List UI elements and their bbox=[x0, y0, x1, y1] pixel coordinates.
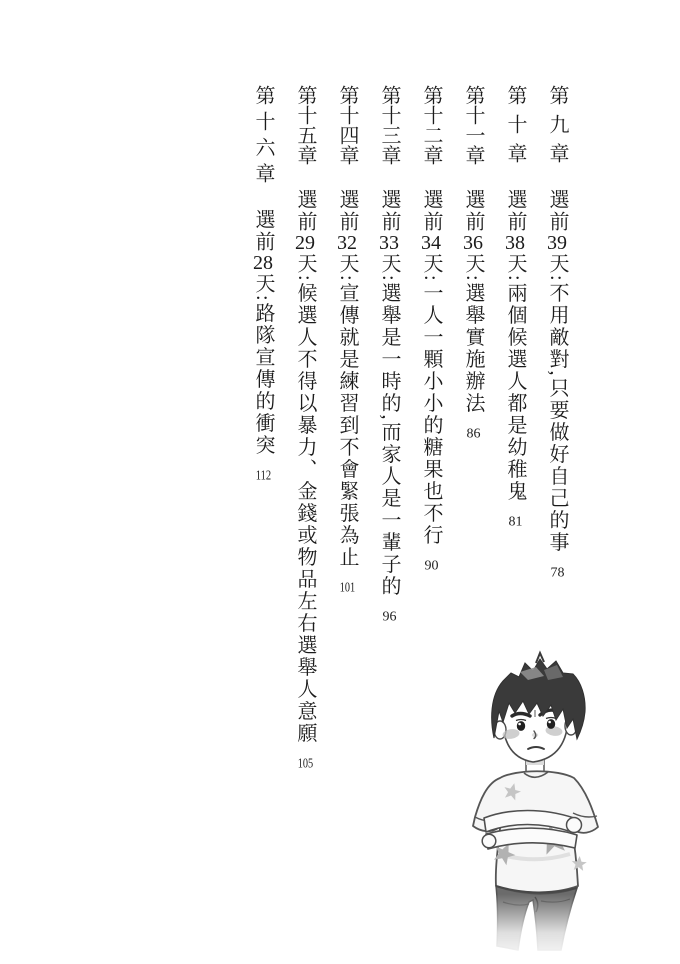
chapter-label: 第十章 bbox=[504, 85, 526, 163]
hand-left bbox=[482, 834, 496, 848]
crossed-arms bbox=[482, 811, 581, 850]
page-number: 101 bbox=[339, 580, 356, 595]
entry-days-number: 32 bbox=[337, 233, 357, 253]
entry-title: 天:不用敵對,只要做好自己的事 bbox=[546, 253, 568, 554]
page-number: 86 bbox=[466, 426, 481, 441]
entry-text-pre: 選前 bbox=[294, 189, 316, 233]
entry-days-number: 29 bbox=[295, 233, 315, 253]
chapter-label: 第十四章 bbox=[336, 85, 358, 165]
entry-title: 天:一人一顆小小的糖果也不行 bbox=[420, 253, 442, 547]
entry-days-number: 39 bbox=[547, 233, 567, 253]
hand-right bbox=[567, 818, 582, 833]
entry-days-number: 38 bbox=[505, 233, 525, 253]
grumpy-boy-illustration bbox=[440, 650, 680, 964]
entry-text-pre: 選前 bbox=[504, 189, 526, 233]
chapter-label: 第十六章 bbox=[252, 85, 274, 183]
entry-title: 天:兩個候選人都是幼稚鬼 bbox=[504, 253, 526, 503]
entry-title: 天:路隊宣傳的衝突 bbox=[252, 273, 274, 457]
entry-days-number: 34 bbox=[421, 233, 441, 253]
entry-title: 天:候選人不得以暴力、金錢或物品左右選舉人意願 bbox=[294, 253, 316, 745]
chapter-label: 第九章 bbox=[546, 85, 568, 163]
entry-days-number: 33 bbox=[379, 233, 399, 253]
grumpy-boy-drawing bbox=[440, 650, 680, 964]
toc-entry-ch15 bbox=[293, 85, 317, 964]
toc-entry-ch13 bbox=[377, 85, 401, 964]
chapter-label: 第十二章 bbox=[420, 85, 442, 165]
entry-text-pre: 選前 bbox=[336, 189, 358, 233]
entry-text-pre: 選前 bbox=[546, 189, 568, 233]
fade-overlay bbox=[450, 894, 670, 964]
entry-title: 天:選舉實施辦法 bbox=[462, 253, 484, 415]
page-number: 105 bbox=[297, 756, 314, 771]
entry-text-pre: 選前 bbox=[378, 189, 400, 233]
entry-text-pre: 選前 bbox=[462, 189, 484, 233]
toc-entry-ch14 bbox=[335, 85, 359, 964]
page-number: 78 bbox=[550, 565, 565, 580]
chapter-label: 第十三章 bbox=[378, 85, 400, 165]
entry-text-pre: 選前 bbox=[252, 209, 274, 253]
entry-days-number: 28 bbox=[253, 253, 273, 273]
entry-text-pre: 選前 bbox=[420, 189, 442, 233]
chapter-label: 第十一章 bbox=[462, 85, 484, 165]
page-number: 81 bbox=[508, 514, 523, 529]
entry-title: 天:宣傳就是練習到不會緊張為止 bbox=[336, 253, 358, 569]
entry-title: 天:選舉是一時的,而家人是一輩子的 bbox=[378, 253, 400, 598]
entry-days-number: 36 bbox=[463, 233, 483, 253]
page-number: 112 bbox=[255, 468, 272, 483]
chapter-label: 第十五章 bbox=[294, 85, 316, 165]
toc-entry-ch16 bbox=[251, 85, 275, 964]
page-number: 96 bbox=[382, 609, 397, 624]
page-number: 90 bbox=[424, 558, 439, 573]
